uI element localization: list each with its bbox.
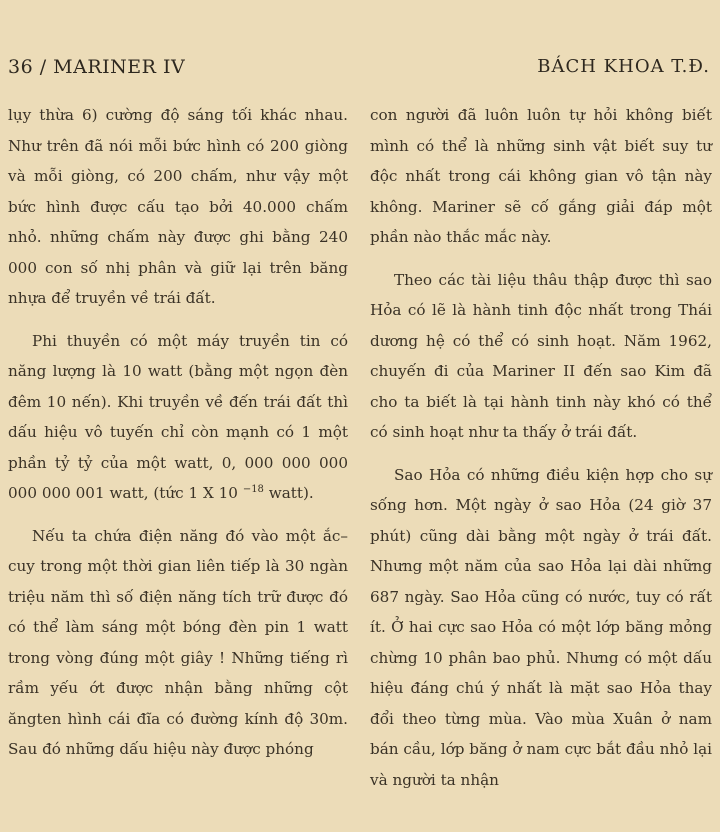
running-header xyxy=(0,52,720,82)
formula-suffix: watt). xyxy=(263,484,314,502)
page-number-and-title: 36 / MARINER IV xyxy=(8,56,186,78)
right-column xyxy=(370,100,712,795)
left-paragraph-2 xyxy=(8,326,348,509)
formula-prefix: (tức 1 X 10 xyxy=(153,484,243,502)
left-paragraph-1: lụy thừa 6) cường độ sáng tối khác nhau. Như trên đã nói mỗi bức hình có 200 giòng và mỗi giòng, có 200 chấm, như vậy một bức hình được cấu tạo bởi 40.000 chấm nhỏ. những chấm này được ghi bằng 240 000 con số nhị phân và giữ lại trên băng nhựa để truyền về trái đất. xyxy=(8,106,348,307)
publication-title: BÁCH KHOA T.Đ. xyxy=(537,56,710,77)
left-column xyxy=(8,100,348,765)
left-paragraph-3: Nếu ta chứa điện năng đó vào một ắc–cuy trong một thời gian liên tiếp là 30 ngàn triệu năm thì số điện năng tích trữ được đó có thể làm sáng một bóng đèn pin 1 watt trong vòng đúng một giây ! Những tiếng rì rầm yếu ớt được nhận bằng những cột ăngten hình cái đĩa có đường kính độ 30m. Sau đó những dấu hiệu này được phóng xyxy=(8,526,348,758)
right-paragraph-3: Sao Hỏa có những điều kiện hợp cho sự sống hơn. Một ngày ở sao Hỏa (24 giờ 37 phút) cũng dài bằng một ngày ở trái đất. Nhưng một năm của sao Hỏa lại dài những 687 ngày. Sao Hỏa cũng có nước, tuy có rất ít. Ở hai cực sao Hỏa có một lớp băng mỏng chừng 10 phân bao phủ. Nhưng có một dấu hiệu đáng chú ý nhất là mặt sao Hỏa thay đổi theo từng mùa. Vào mùa Xuân ở nam bán cầu, lớp băng ở nam cực bắt đầu nhỏ lại và người ta nhận xyxy=(370,465,712,789)
left-paragraph-2-text: Phi thuyền có một máy truyền tin có năng lượng là 10 watt (bằng một ngọn đèn đêm 10 nến). Khi truyền về đến trái đất thì dấu hiệu vô tuyến chỉ còn mạnh có 1 một phần tỷ tỷ của một watt, 0, 000 000 000 000 000 001 watt, xyxy=(8,331,348,502)
formula-exponent: −18 xyxy=(242,484,264,495)
right-paragraph-1: con người đã luôn luôn tự hỏi không biết mình có thể là những sinh vật biết suy tư độc nhất trong cái không gian vô tận này không. Mariner sẽ cố gắng giải đáp một phần nào thắc mắc này. xyxy=(370,106,712,246)
right-paragraph-2: Theo các tài liệu thâu thập được thì sao Hỏa có lẽ là hành tinh độc nhất trong Thái dương hệ có thể có sinh hoạt. Năm 1962, chuyến đi của Mariner II đến sao Kim đã cho ta biết là tại hành tinh này khó có thể có sinh hoạt như ta thấy ở trái đất. xyxy=(370,270,712,441)
